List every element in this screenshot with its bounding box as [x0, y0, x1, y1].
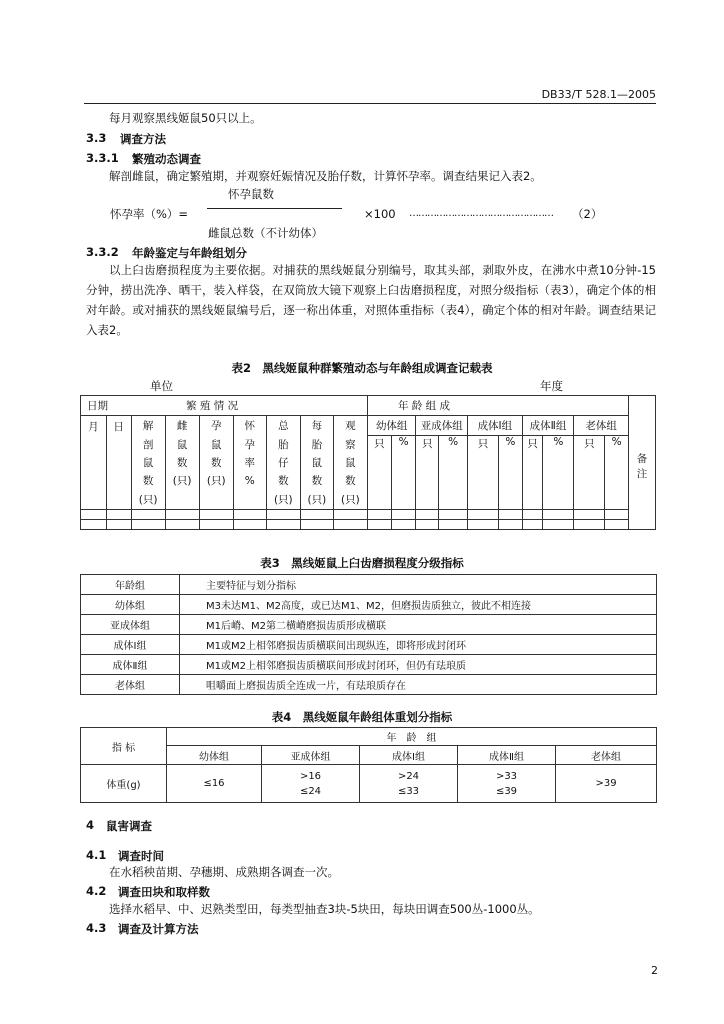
header-rule [84, 103, 656, 104]
t4-adult2-value [458, 765, 556, 803]
t4-adult1-lower: >24 [397, 770, 420, 782]
t4-adult2-lower: >33 [495, 770, 518, 782]
t2-group-old: 老体组 [574, 416, 629, 436]
t2-group-subadult: 亚成体组 [416, 416, 468, 436]
t4-adult1-upper: ≤33 [397, 785, 420, 797]
t2-col3-char [199, 490, 233, 510]
t3-row-criteria: 咀嚼面上磨损齿质全连成一片，有珐琅质存在 [180, 675, 657, 695]
t2-remark-char-1: 备 [636, 452, 648, 465]
formula-dots: ………………………………………… [409, 208, 553, 219]
t2-col5-char: 仔 [266, 454, 300, 472]
t2-col6-char: 数 [300, 472, 333, 490]
t2-month-header: 月 [81, 416, 107, 510]
section-3-3-1-title: 繁殖动态调查 [132, 152, 201, 166]
t3-row-label: 成体Ⅱ组 [81, 655, 180, 675]
t4-subadult-value [262, 765, 360, 803]
t2-col5-char: 数 [266, 472, 300, 490]
t2-col6-char: 鼠 [300, 454, 333, 472]
t4-subadult-lower: >16 [299, 770, 322, 782]
table4-caption: 表4 黑线姬鼠年龄组体重划分指标 [271, 710, 453, 724]
t2-col2-char: 鼠 [165, 436, 199, 454]
t2-col2-char: 数 [165, 454, 199, 472]
section-3-3-2-number: 3.3.2 [86, 245, 119, 259]
t2-old-pct: % [605, 436, 629, 510]
t4-group-young: 幼体组 [167, 746, 262, 765]
t2-old-count: 只 [574, 436, 605, 510]
intro-text: 每月观察黑线姬鼠50只以上。 [109, 111, 262, 125]
section-3-3-title: 调查方法 [120, 132, 166, 146]
t2-group-adult1: 成体Ⅰ组 [468, 416, 523, 436]
para-4-1: 在水稻秧苗期、孕穗期、成熟期各调查一次。 [109, 865, 339, 879]
formula-multiplier: ×100 [364, 207, 396, 221]
t4-old-value: >39 [556, 765, 657, 803]
t3-row-criteria: M1或M2上相邻磨损齿质横联间形成封闭环，但仍有珐琅质 [180, 655, 657, 675]
section-4-title: 鼠害调查 [106, 819, 152, 833]
para-4-2: 选择水稻早、中、迟熟类型田，每类型抽查3块-5块田，每块田调查500丛-1000丛。 [109, 902, 540, 916]
t2-col6-char: 胎 [300, 436, 333, 454]
t3-row-criteria: M1后嵴、M2第二横嵴磨损齿质形成横联 [180, 615, 657, 635]
t2-age-composition-header: 年 龄 组 成 [367, 396, 628, 416]
t2-subadult-pct: % [439, 436, 468, 510]
t2-col7-char: 数 [333, 472, 367, 490]
t3-header-age-group: 年龄组 [81, 575, 180, 595]
formula-numerator: 怀孕鼠数 [228, 187, 274, 201]
t2-group-young: 幼体组 [367, 416, 416, 436]
t2-remark-col [629, 396, 656, 530]
table4 [80, 727, 657, 803]
t3-header-criteria: 主要特征与划分指标 [180, 575, 657, 595]
t4-adult1-value [360, 765, 458, 803]
formula-equation-number: （2） [572, 207, 603, 221]
section-4-3-number: 4.3 [86, 921, 107, 935]
formula-lhs: 怀孕率（%）= [110, 207, 189, 221]
t2-remark-char-2: 注 [636, 467, 648, 480]
standard-code: DB33/T 528.1—2005 [541, 88, 656, 101]
t2-day-header: 日 [106, 416, 131, 510]
table2-year-label: 年度 [540, 379, 563, 393]
t2-col2-char: 雌 [165, 416, 199, 436]
table2 [80, 395, 656, 530]
t2-col5-char: (只) [266, 490, 300, 510]
t2-adult1-count: 只 [468, 436, 499, 510]
t2-col6-char: (只) [300, 490, 333, 510]
t4-group-adult2: 成体Ⅱ组 [458, 746, 556, 765]
table2-unit-label: 单位 [150, 379, 173, 393]
section-3-3-2-title: 年龄鉴定与年龄组划分 [132, 246, 247, 260]
t2-adult1-pct: % [498, 436, 522, 510]
t2-col5-char: 总 [266, 416, 300, 436]
t2-col3-char: (只) [199, 472, 233, 490]
t3-row-label: 老体组 [81, 675, 180, 695]
section-4-number: 4 [86, 818, 95, 832]
t2-col3-char: 数 [199, 454, 233, 472]
t2-young-pct: % [391, 436, 416, 510]
t4-subadult-upper: ≤24 [299, 785, 322, 797]
t3-row-criteria: M1或M2上相邻磨损齿质横联间出现纵连，即将形成封闭环 [180, 635, 657, 655]
t2-col1-char: 剖 [131, 436, 165, 454]
t2-col6-char: 每 [300, 416, 333, 436]
t4-adult2-upper: ≤39 [495, 785, 518, 797]
t2-col7-char: 察 [333, 436, 367, 454]
formula-denominator: 雌鼠总数（不计幼体） [208, 226, 323, 240]
t2-col2-char: (只) [165, 472, 199, 490]
section-3-3-number: 3.3 [86, 131, 107, 145]
t4-group-adult1: 成体Ⅰ组 [360, 746, 458, 765]
t3-row-label: 成体Ⅰ组 [81, 635, 180, 655]
para-3-3-1: 解剖雌鼠，确定繁殖期，并观察妊娠情况及胎仔数，计算怀孕率。调查结果记入表2。 [109, 169, 542, 183]
table3 [80, 574, 657, 695]
t4-group-subadult: 亚成体组 [262, 746, 360, 765]
t2-col1-char: 解 [131, 416, 165, 436]
t4-young-value: ≤16 [167, 765, 262, 803]
page-number: 2 [651, 964, 658, 977]
t4-group-old: 老体组 [556, 746, 657, 765]
t2-col1-char: 鼠 [131, 454, 165, 472]
section-4-3-title: 调查及计算方法 [118, 922, 199, 936]
t2-col3-char: 鼠 [199, 436, 233, 454]
t2-subadult-count: 只 [416, 436, 439, 510]
t2-adult2-pct: % [543, 436, 574, 510]
t4-age-group-header: 年 龄 组 [167, 728, 657, 746]
t2-col4-char: 怀 [233, 416, 266, 436]
t2-col7-char: 鼠 [333, 454, 367, 472]
t3-row-label: 亚成体组 [81, 615, 180, 635]
t2-young-count: 只 [367, 436, 391, 510]
table2-caption: 表2 黑线姬鼠种群繁殖动态与年龄组成调查记载表 [231, 361, 493, 375]
t2-col4-char [233, 490, 266, 510]
t2-col7-char: 观 [333, 416, 367, 436]
section-4-1-title: 调查时间 [118, 849, 164, 863]
t2-col5-char: 胎 [266, 436, 300, 454]
t3-row-label: 幼体组 [81, 595, 180, 615]
t2-blank-row [81, 520, 656, 530]
t2-col4-char: % [233, 472, 266, 490]
section-4-2-number: 4.2 [86, 884, 107, 898]
t2-group-adult2: 成体Ⅱ组 [522, 416, 574, 436]
para-3-3-2: 以上臼齿磨损程度为主要依据。对捕获的黑线姬鼠分别编号，取其头部，剥取外皮，在沸水中煮10分钟-15分钟，捞出洗净、晒干，装入样袋，在双筒放大镜下观察上臼齿磨损程度，对照分级指标（表3），确定个体的相对年龄。或对捕获的黑线姬鼠编号后，逐一称出体重，对照体重指标（表4），确定个体的相对年龄。调查结果记入表2。 [86, 263, 656, 337]
t2-col7-char: (只) [333, 490, 367, 510]
t2-col4-char: 孕 [233, 436, 266, 454]
section-3-3-1-number: 3.3.1 [86, 151, 119, 165]
t2-col4-char: 率 [233, 454, 266, 472]
t4-indicator-header: 指 标 [81, 728, 167, 765]
t2-breeding-header: 繁 殖 情 况 [131, 396, 367, 416]
table3-caption: 表3 黑线姬鼠上臼齿磨损程度分级指标 [260, 556, 464, 570]
section-4-1-number: 4.1 [86, 848, 107, 862]
t2-col3-char: 孕 [199, 416, 233, 436]
t2-date-header: 日期 [81, 396, 132, 416]
t3-row-criteria: M3未达M1、M2高度，或已达M1、M2，但磨损齿质独立，彼此不相连接 [180, 595, 657, 615]
t2-col1-char: (只) [131, 490, 165, 510]
t2-blank-row [81, 510, 656, 520]
t2-adult2-count: 只 [522, 436, 543, 510]
section-4-2-title: 调查田块和取样数 [118, 885, 210, 899]
t2-col1-char: 数 [131, 472, 165, 490]
t2-col2-char [165, 490, 199, 510]
formula-fraction-bar [207, 208, 342, 209]
t4-weight-label: 体重(g) [81, 765, 167, 803]
